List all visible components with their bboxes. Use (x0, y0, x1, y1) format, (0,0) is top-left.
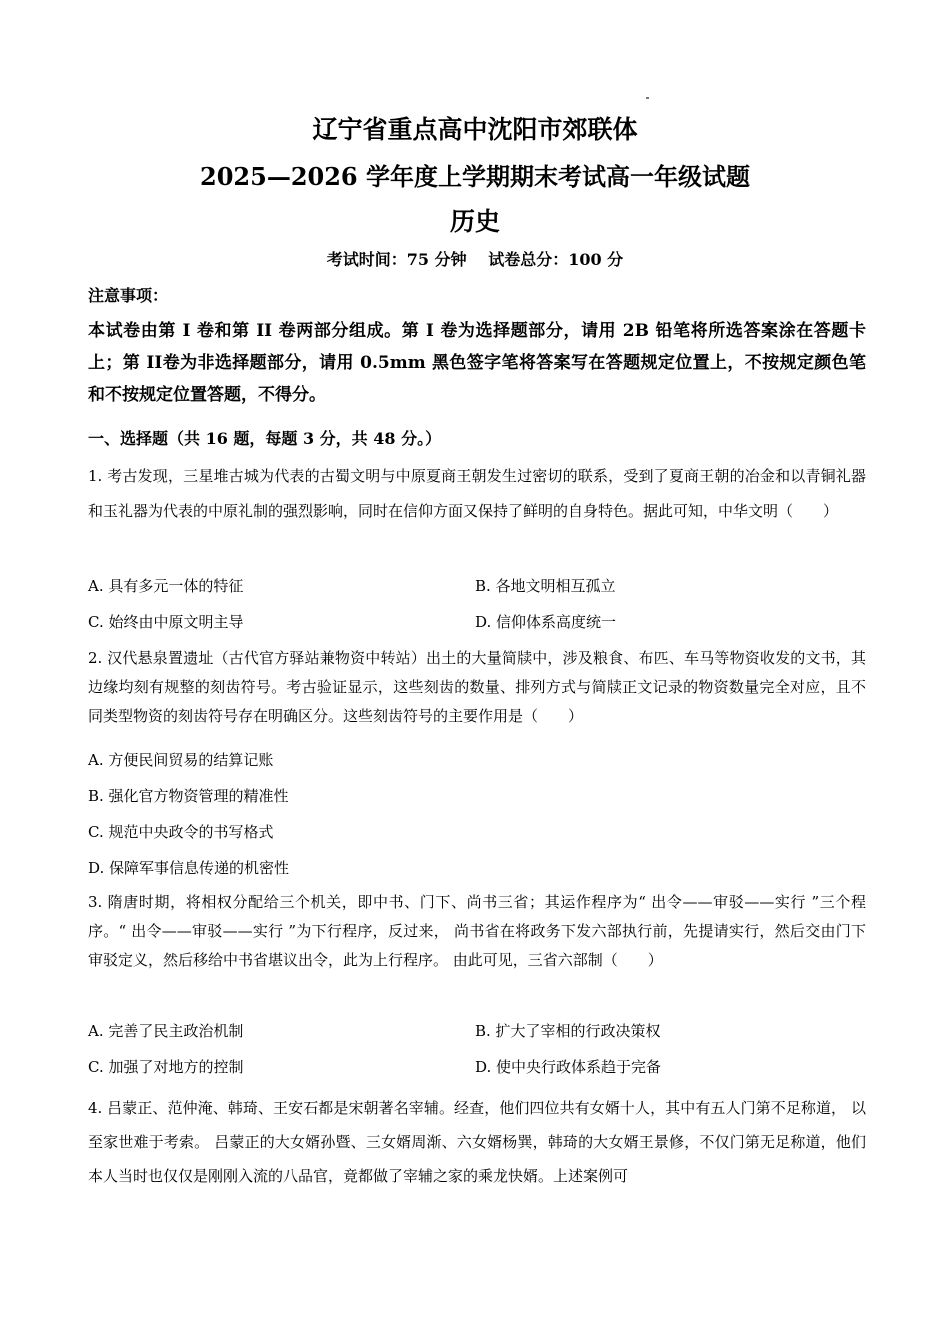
question-3-option-b: B. 扩大了宰相的行政决策权 (475, 1022, 661, 1040)
exam-title-line-1: 辽宁省重点高中沈阳市郊联体 (312, 115, 638, 144)
question-1-option-c: C. 始终由中原文明主导 (88, 613, 244, 631)
question-3-option-a: A. 完善了民主政治机制 (88, 1022, 244, 1040)
question-2-option-a: A. 方便民间贸易的结算记账 (88, 751, 274, 769)
question-2-option-b: B. 强化官方物资管理的精准性 (88, 787, 289, 805)
question-1-option-b: B. 各地文明相互孤立 (475, 577, 616, 595)
exam-title-line-2: 2025—2026 学年度上学期期末考试高一年级试题 (200, 162, 750, 191)
question-3-stem: 3. 隋唐时期，将相权分配给三个机关，即中书、门下、尚书三省；其运作程序为“ 出令——审驳——实行 ”三个程序。“ 出令——审驳——实行 ”为下行程序，反过来， 尚书省在将政务下发六部执行前，先提请实行，然后交由门下审驳定义，然后移给中书省堪议出令，此为上行程序。 由此可见，三省六部制（ ） (88, 893, 866, 969)
question-2-option-c: C. 规范中央政令的书写格式 (88, 823, 274, 841)
section-heading: 一、选择题（共 16 题，每题 3 分，共 48 分。） (88, 429, 442, 448)
notice-heading: 注意事项： (88, 286, 169, 305)
question-2-stem: 2. 汉代悬泉置遗址（古代官方驿站兼物资中转站）出土的大量简牍中，涉及粮食、布匹、车马等物资收发的文书，其边缘均刻有规整的刻齿符号。考古验证显示，这些刻齿的数量、排列方式与简牍正文记录的物资数量完全对应，且不同类型物资的刻齿符号存在明确区分。这些刻齿符号的主要作用是（ ） (88, 649, 866, 725)
question-1-option-a: A. 具有多元一体的特征 (88, 577, 244, 595)
question-1-stem: 1. 考古发现，三星堆古城为代表的古蜀文明与中原夏商王朝发生过密切的联系，受到了夏商王朝的冶金和以青铜礼器和玉礼器为代表的中原礼制的强烈影响，同时在信仰方面又保持了鲜明的自身特色。据此可知，中华文明（ ） (88, 467, 866, 520)
subject-title: 历史 (449, 207, 500, 236)
question-4-stem: 4. 吕蒙正、范仲淹、韩琦、王安石都是宋朝著名宰辅。经查，他们四位共有女婿十人，其中有五人门第不足称道， 以至家世难于考索。 吕蒙正的大女婿孙暨、三女婿周渐、六女婿杨巽，韩琦的大女婿王景修，不仅门第无足称道，他们本人当时也仅仅是刚刚入流的八品官，竟都做了宰辅之家的乘龙快婿。上述案例可 (88, 1099, 866, 1185)
scan-dot-mark (646, 97, 649, 99)
question-2-option-d: D. 保障军事信息传递的机密性 (88, 859, 290, 877)
notice-body: 本试卷由第 I 卷和第 II 卷两部分组成。第 I 卷为选择题部分，请用 2B 铅笔将所选答案涂在答题卡上；第 II卷为非选择题部分，请用 0.5mm 黑色签字笔将答案写在答题规定位置上，不按规定颜色笔和不按规定位置答题，不得分。 (88, 321, 866, 405)
question-3-option-d: D. 使中央行政体系趋于完备 (475, 1058, 662, 1076)
question-1-option-d: D. 信仰体系高度统一 (475, 613, 617, 631)
question-3-option-c: C. 加强了对地方的控制 (88, 1058, 244, 1076)
exam-time-and-score: 考试时间：75 分钟 试卷总分：100 分 (326, 250, 624, 269)
